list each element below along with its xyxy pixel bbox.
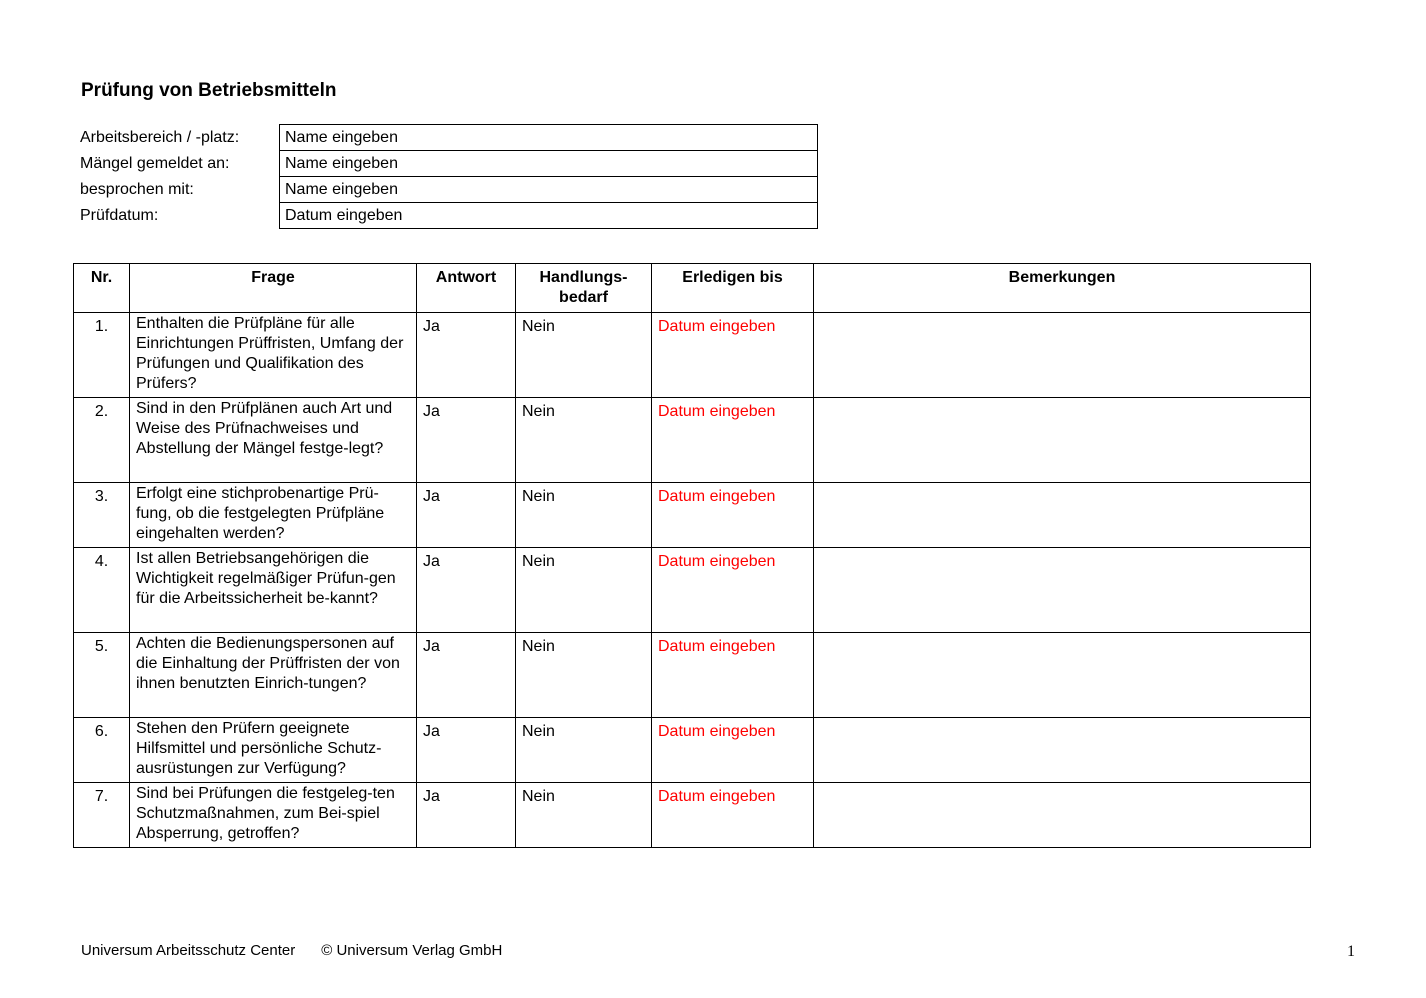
row-erledigen-bis[interactable]: Datum eingeben	[652, 483, 814, 548]
row-nr: 1.	[74, 313, 130, 398]
field-row	[80, 125, 818, 151]
header-frage: Frage	[130, 264, 417, 313]
table-row	[74, 548, 1311, 633]
row-nr: 3.	[74, 483, 130, 548]
field-row	[80, 203, 818, 229]
header-bemerkungen: Bemerkungen	[814, 264, 1311, 313]
footer-copyright: © Universum Verlag GmbH	[321, 942, 503, 959]
field-label-pruefdatum: Prüfdatum:	[80, 206, 159, 224]
field-row	[80, 177, 818, 203]
header-erledigen-bis: Erledigen bis	[652, 264, 814, 313]
row-frage: Achten die Bedienungspersonen auf die Einhaltung der Prüffristen der von ihnen benutzten Einrich-tungen?	[130, 633, 417, 718]
row-bemerkungen[interactable]	[814, 783, 1311, 848]
row-nr: 4.	[74, 548, 130, 633]
row-frage: Sind bei Prüfungen die festgeleg-ten Schutzmaßnahmen, zum Bei-spiel Absperrung, getroffen?	[130, 783, 417, 848]
footer-organization: Universum Arbeitsschutz Center	[81, 942, 296, 959]
row-nr: 6.	[74, 718, 130, 783]
row-antwort[interactable]: Ja	[417, 718, 516, 783]
row-erledigen-bis[interactable]: Datum eingeben	[652, 313, 814, 398]
field-value-besprochen[interactable]: Name eingeben	[280, 177, 818, 203]
row-antwort[interactable]: Ja	[417, 398, 516, 483]
page-title: Prüfung von Betriebsmitteln	[81, 80, 337, 101]
field-label-arbeitsbereich: Arbeitsbereich / -platz:	[80, 128, 240, 146]
row-frage: Sind in den Prüfplänen auch Art und Weise des Prüfnachweises und Abstellung der Mängel festge-legt?	[130, 398, 417, 483]
row-erledigen-bis[interactable]: Datum eingeben	[652, 398, 814, 483]
row-handlungsbedarf[interactable]: Nein	[516, 483, 652, 548]
header-antwort: Antwort	[417, 264, 516, 313]
row-antwort[interactable]: Ja	[417, 633, 516, 718]
row-handlungsbedarf[interactable]: Nein	[516, 783, 652, 848]
field-value-maengel[interactable]: Name eingeben	[280, 151, 818, 177]
row-bemerkungen[interactable]	[814, 633, 1311, 718]
table-row	[74, 633, 1311, 718]
row-antwort[interactable]: Ja	[417, 548, 516, 633]
row-bemerkungen[interactable]	[814, 548, 1311, 633]
header-fields	[80, 124, 818, 229]
row-erledigen-bis[interactable]: Datum eingeben	[652, 633, 814, 718]
table-row	[74, 398, 1311, 483]
row-frage: Ist allen Betriebsangehörigen die Wichtigkeit regelmäßiger Prüfun-gen für die Arbeitssicherheit be-kannt?	[130, 548, 417, 633]
row-handlungsbedarf[interactable]: Nein	[516, 398, 652, 483]
row-erledigen-bis[interactable]: Datum eingeben	[652, 548, 814, 633]
row-handlungsbedarf[interactable]: Nein	[516, 633, 652, 718]
row-bemerkungen[interactable]	[814, 313, 1311, 398]
row-handlungsbedarf[interactable]: Nein	[516, 548, 652, 633]
row-bemerkungen[interactable]	[814, 483, 1311, 548]
row-handlungsbedarf[interactable]: Nein	[516, 313, 652, 398]
row-frage: Enthalten die Prüfpläne für alle Einrichtungen Prüffristen, Umfang der Prüfungen und Qualifikation des Prüfers?	[130, 313, 417, 398]
row-nr: 2.	[74, 398, 130, 483]
field-row	[80, 151, 818, 177]
table-header-row	[74, 264, 1311, 313]
table-row	[74, 313, 1311, 398]
field-value-arbeitsbereich[interactable]: Name eingeben	[280, 125, 818, 151]
field-label-besprochen: besprochen mit:	[80, 180, 194, 198]
table-row	[74, 483, 1311, 548]
footer	[81, 942, 502, 960]
checklist-table	[73, 263, 1311, 848]
row-bemerkungen[interactable]	[814, 398, 1311, 483]
row-handlungsbedarf[interactable]: Nein	[516, 718, 652, 783]
row-antwort[interactable]: Ja	[417, 313, 516, 398]
row-nr: 5.	[74, 633, 130, 718]
page-number: 1	[1347, 943, 1355, 960]
table-row	[74, 718, 1311, 783]
row-antwort[interactable]: Ja	[417, 783, 516, 848]
header-handlungsbedarf: Handlungs- bedarf	[516, 264, 652, 313]
row-bemerkungen[interactable]	[814, 718, 1311, 783]
row-nr: 7.	[74, 783, 130, 848]
row-antwort[interactable]: Ja	[417, 483, 516, 548]
row-frage: Erfolgt eine stichprobenartige Prü-fung, ob die festgelegten Prüfpläne eingehalten werden?	[130, 483, 417, 548]
field-value-pruefdatum[interactable]: Datum eingeben	[280, 203, 818, 229]
header-nr: Nr.	[74, 264, 130, 313]
row-erledigen-bis[interactable]: Datum eingeben	[652, 783, 814, 848]
field-label-maengel: Mängel gemeldet an:	[80, 154, 230, 172]
table-row	[74, 783, 1311, 848]
row-erledigen-bis[interactable]: Datum eingeben	[652, 718, 814, 783]
row-frage: Stehen den Prüfern geeignete Hilfsmittel und persönliche Schutz-ausrüstungen zur Verfügung?	[130, 718, 417, 783]
